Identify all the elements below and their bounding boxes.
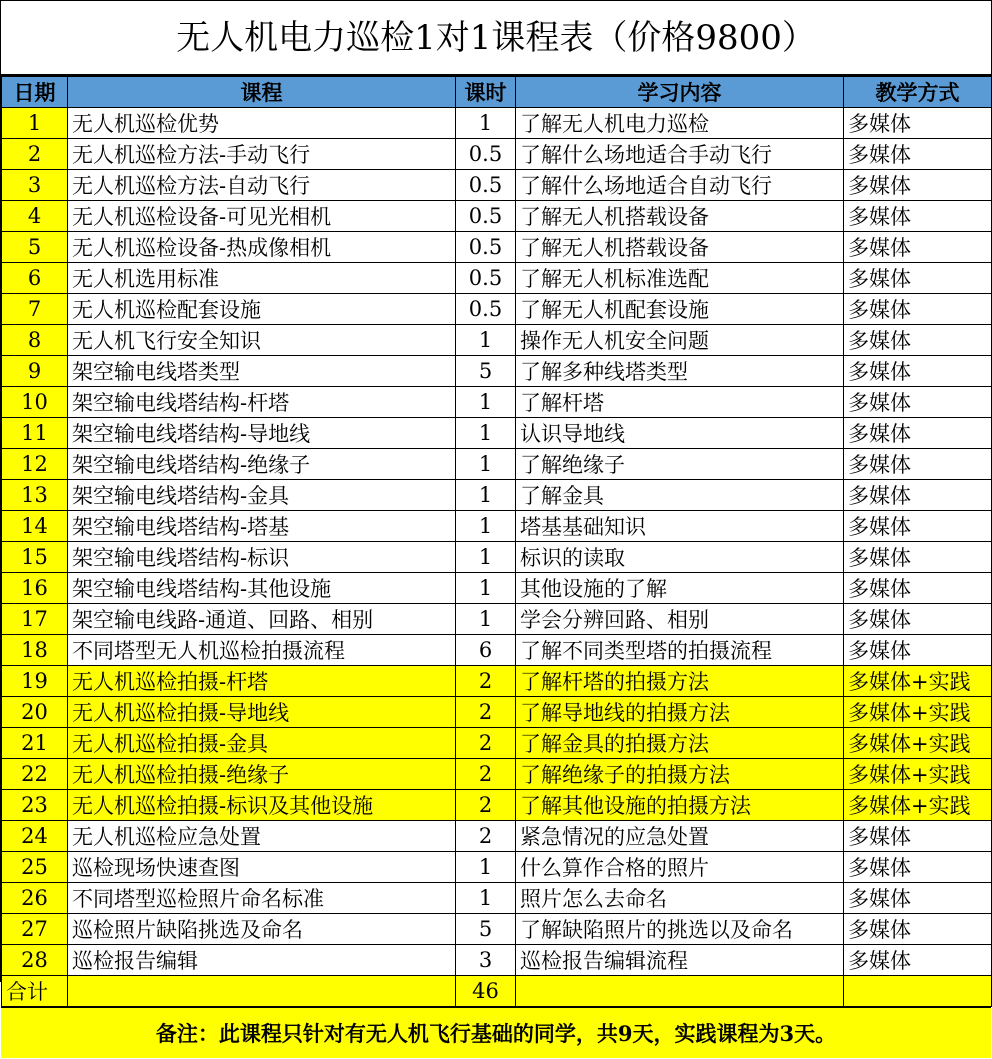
course-cell: 无人机飞行安全知识 [68, 325, 456, 356]
hours-cell: 1 [456, 449, 516, 480]
day-cell: 19 [2, 666, 68, 697]
hours-cell: 1 [456, 387, 516, 418]
hours-cell: 1 [456, 542, 516, 573]
course-cell: 无人机巡检拍摄-杆塔 [68, 666, 456, 697]
header-method: 教学方式 [844, 77, 992, 108]
day-cell: 13 [2, 480, 68, 511]
course-cell: 无人机选用标准 [68, 263, 456, 294]
content-cell: 了解无人机标准选配 [516, 263, 844, 294]
day-cell: 24 [2, 821, 68, 852]
hours-cell: 1 [456, 418, 516, 449]
table-row [2, 759, 992, 790]
content-cell: 标识的读取 [516, 542, 844, 573]
content-cell: 了解什么场地适合手动飞行 [516, 139, 844, 170]
course-cell: 不同塔型无人机巡检拍摄流程 [68, 635, 456, 666]
hours-cell: 0.5 [456, 294, 516, 325]
course-cell: 架空输电线塔结构-标识 [68, 542, 456, 573]
day-cell: 6 [2, 263, 68, 294]
hours-cell: 1 [456, 883, 516, 914]
method-cell: 多媒体+实践 [844, 759, 992, 790]
table-row [2, 852, 992, 883]
method-cell: 多媒体 [844, 232, 992, 263]
table-row [2, 790, 992, 821]
course-cell: 架空输电线塔结构-导地线 [68, 418, 456, 449]
course-cell: 架空输电线路-通道、回路、相别 [68, 604, 456, 635]
course-cell: 无人机巡检拍摄-导地线 [68, 697, 456, 728]
page-title: 无人机电力巡检1对1课程表（价格9800） [1, 1, 991, 76]
content-cell: 了解无人机配套设施 [516, 294, 844, 325]
content-cell: 了解无人机电力巡检 [516, 108, 844, 139]
total-label: 合计 [2, 976, 68, 1007]
course-cell: 架空输电线塔结构-塔基 [68, 511, 456, 542]
method-cell: 多媒体 [844, 542, 992, 573]
hours-cell: 2 [456, 821, 516, 852]
table-body [2, 108, 992, 976]
method-cell: 多媒体 [844, 511, 992, 542]
table-row [2, 635, 992, 666]
content-cell: 紧急情况的应急处置 [516, 821, 844, 852]
method-cell: 多媒体 [844, 294, 992, 325]
method-cell: 多媒体+实践 [844, 790, 992, 821]
method-cell: 多媒体 [844, 883, 992, 914]
content-cell: 了解杆塔 [516, 387, 844, 418]
table-row [2, 387, 992, 418]
day-cell: 18 [2, 635, 68, 666]
content-cell: 操作无人机安全问题 [516, 325, 844, 356]
total-content-cell [516, 976, 844, 1007]
hours-cell: 2 [456, 697, 516, 728]
table-row [2, 914, 992, 945]
content-cell: 照片怎么去命名 [516, 883, 844, 914]
content-cell: 了解金具 [516, 480, 844, 511]
content-cell: 了解杆塔的拍摄方法 [516, 666, 844, 697]
total-row [2, 976, 992, 1007]
method-cell: 多媒体 [844, 201, 992, 232]
header-course: 课程 [68, 77, 456, 108]
hours-cell: 0.5 [456, 201, 516, 232]
course-cell: 不同塔型巡检照片命名标准 [68, 883, 456, 914]
footnote: 备注：此课程只针对有无人机飞行基础的同学，共9天，实践课程为3天。 [1, 1007, 991, 1058]
hours-cell: 0.5 [456, 139, 516, 170]
day-cell: 22 [2, 759, 68, 790]
course-cell: 无人机巡检方法-自动飞行 [68, 170, 456, 201]
content-cell: 了解缺陷照片的挑选以及命名 [516, 914, 844, 945]
method-cell: 多媒体+实践 [844, 697, 992, 728]
content-cell: 了解不同类型塔的拍摄流程 [516, 635, 844, 666]
header-hours: 课时 [456, 77, 516, 108]
hours-cell: 3 [456, 945, 516, 976]
course-cell: 无人机巡检优势 [68, 108, 456, 139]
table-row [2, 201, 992, 232]
method-cell: 多媒体 [844, 139, 992, 170]
content-cell: 了解什么场地适合自动飞行 [516, 170, 844, 201]
method-cell: 多媒体 [844, 604, 992, 635]
total-method-cell [844, 976, 992, 1007]
method-cell: 多媒体 [844, 325, 992, 356]
day-cell: 12 [2, 449, 68, 480]
method-cell: 多媒体 [844, 914, 992, 945]
method-cell: 多媒体+实践 [844, 666, 992, 697]
hours-cell: 1 [456, 108, 516, 139]
content-cell: 了解金具的拍摄方法 [516, 728, 844, 759]
content-cell: 塔基基础知识 [516, 511, 844, 542]
day-cell: 2 [2, 139, 68, 170]
hours-cell: 6 [456, 635, 516, 666]
day-cell: 15 [2, 542, 68, 573]
content-cell: 了解其他设施的拍摄方法 [516, 790, 844, 821]
hours-cell: 1 [456, 325, 516, 356]
table-row [2, 883, 992, 914]
course-cell: 无人机巡检拍摄-金具 [68, 728, 456, 759]
course-cell: 无人机巡检配套设施 [68, 294, 456, 325]
day-cell: 16 [2, 573, 68, 604]
table-row [2, 821, 992, 852]
table-row [2, 604, 992, 635]
method-cell: 多媒体 [844, 635, 992, 666]
table-row [2, 728, 992, 759]
method-cell: 多媒体 [844, 852, 992, 883]
course-cell: 架空输电线塔结构-金具 [68, 480, 456, 511]
day-cell: 20 [2, 697, 68, 728]
method-cell: 多媒体 [844, 108, 992, 139]
table-row [2, 170, 992, 201]
method-cell: 多媒体 [844, 945, 992, 976]
course-cell: 无人机巡检拍摄-标识及其他设施 [68, 790, 456, 821]
table-row [2, 325, 992, 356]
hours-cell: 1 [456, 480, 516, 511]
course-cell: 无人机巡检方法-手动飞行 [68, 139, 456, 170]
total-course-cell [68, 976, 456, 1007]
header-content: 学习内容 [516, 77, 844, 108]
table-row [2, 418, 992, 449]
method-cell: 多媒体 [844, 170, 992, 201]
method-cell: 多媒体 [844, 263, 992, 294]
day-cell: 28 [2, 945, 68, 976]
hours-cell: 0.5 [456, 170, 516, 201]
table-row [2, 666, 992, 697]
hours-cell: 0.5 [456, 232, 516, 263]
day-cell: 14 [2, 511, 68, 542]
day-cell: 4 [2, 201, 68, 232]
method-cell: 多媒体 [844, 480, 992, 511]
content-cell: 什么算作合格的照片 [516, 852, 844, 883]
content-cell: 了解导地线的拍摄方法 [516, 697, 844, 728]
method-cell: 多媒体 [844, 387, 992, 418]
content-cell: 了解无人机搭载设备 [516, 201, 844, 232]
day-cell: 17 [2, 604, 68, 635]
course-cell: 无人机巡检设备-可见光相机 [68, 201, 456, 232]
course-cell: 无人机巡检应急处置 [68, 821, 456, 852]
method-cell: 多媒体 [844, 356, 992, 387]
day-cell: 21 [2, 728, 68, 759]
content-cell: 了解多种线塔类型 [516, 356, 844, 387]
method-cell: 多媒体 [844, 821, 992, 852]
table-row [2, 573, 992, 604]
hours-cell: 1 [456, 604, 516, 635]
table-row [2, 542, 992, 573]
header-day: 日期 [2, 77, 68, 108]
hours-cell: 2 [456, 790, 516, 821]
day-cell: 10 [2, 387, 68, 418]
table-row [2, 294, 992, 325]
table-row [2, 108, 992, 139]
day-cell: 23 [2, 790, 68, 821]
total-hours: 46 [456, 976, 516, 1007]
day-cell: 1 [2, 108, 68, 139]
hours-cell: 1 [456, 511, 516, 542]
hours-cell: 1 [456, 573, 516, 604]
header-row [2, 77, 992, 108]
hours-cell: 5 [456, 914, 516, 945]
table-row [2, 449, 992, 480]
day-cell: 8 [2, 325, 68, 356]
hours-cell: 2 [456, 759, 516, 790]
hours-cell: 2 [456, 728, 516, 759]
day-cell: 27 [2, 914, 68, 945]
day-cell: 11 [2, 418, 68, 449]
content-cell: 其他设施的了解 [516, 573, 844, 604]
method-cell: 多媒体 [844, 418, 992, 449]
table-row [2, 480, 992, 511]
content-cell: 认识导地线 [516, 418, 844, 449]
table-row [2, 263, 992, 294]
content-cell: 巡检报告编辑流程 [516, 945, 844, 976]
day-cell: 25 [2, 852, 68, 883]
hours-cell: 5 [456, 356, 516, 387]
day-cell: 3 [2, 170, 68, 201]
hours-cell: 0.5 [456, 263, 516, 294]
course-cell: 无人机巡检拍摄-绝缘子 [68, 759, 456, 790]
table-row [2, 139, 992, 170]
table-row [2, 945, 992, 976]
hours-cell: 1 [456, 852, 516, 883]
method-cell: 多媒体 [844, 573, 992, 604]
table-row [2, 356, 992, 387]
content-cell: 了解无人机搭载设备 [516, 232, 844, 263]
hours-cell: 2 [456, 666, 516, 697]
course-cell: 架空输电线塔结构-绝缘子 [68, 449, 456, 480]
table-row [2, 511, 992, 542]
table-row [2, 232, 992, 263]
course-cell: 巡检现场快速查图 [68, 852, 456, 883]
method-cell: 多媒体+实践 [844, 728, 992, 759]
table-row [2, 697, 992, 728]
course-cell: 无人机巡检设备-热成像相机 [68, 232, 456, 263]
method-cell: 多媒体 [844, 449, 992, 480]
content-cell: 了解绝缘子 [516, 449, 844, 480]
content-cell: 了解绝缘子的拍摄方法 [516, 759, 844, 790]
day-cell: 9 [2, 356, 68, 387]
schedule-table [1, 76, 992, 1007]
day-cell: 26 [2, 883, 68, 914]
day-cell: 5 [2, 232, 68, 263]
content-cell: 学会分辨回路、相别 [516, 604, 844, 635]
course-cell: 架空输电线塔类型 [68, 356, 456, 387]
course-cell: 架空输电线塔结构-杆塔 [68, 387, 456, 418]
course-cell: 巡检报告编辑 [68, 945, 456, 976]
course-cell: 架空输电线塔结构-其他设施 [68, 573, 456, 604]
day-cell: 7 [2, 294, 68, 325]
course-cell: 巡检照片缺陷挑选及命名 [68, 914, 456, 945]
